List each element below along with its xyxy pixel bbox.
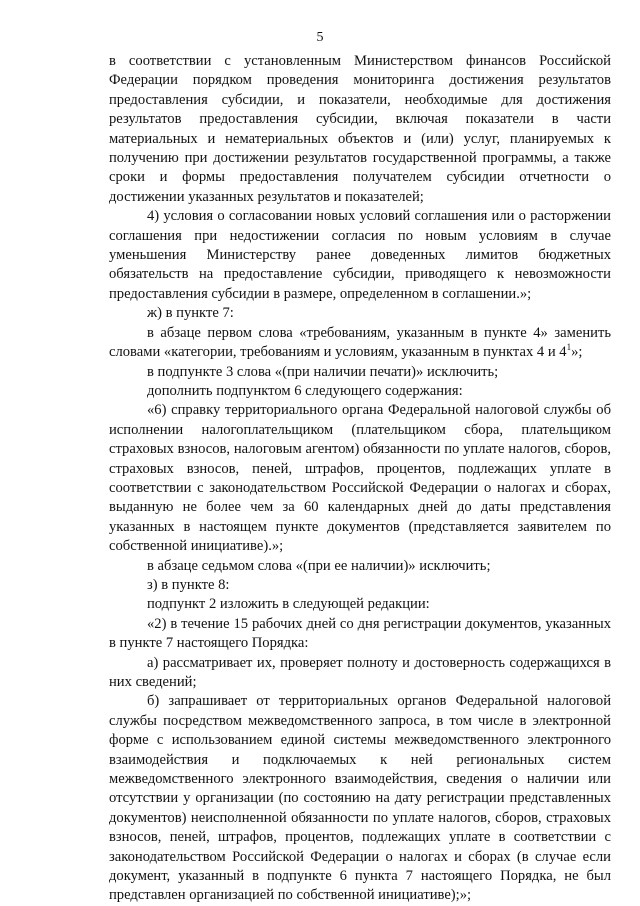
paragraph-10: подпункт 2 изложить в следующей редакции:	[147, 596, 430, 613]
paragraph-4-text: в абзаце первом слова «требованиям, указанным в пункте 4» заменить словами «категории, требованиям и условиям, указанным в пунктах 4 и 4	[109, 324, 611, 361]
page-number: 5	[316, 30, 324, 45]
paragraph-4-tail: »;	[571, 344, 583, 361]
document-body	[109, 52, 611, 906]
paragraph-6: дополнить подпунктом 6 следующего содержания:	[147, 382, 463, 399]
paragraph-8: в абзаце седьмом слова «(при ее наличии)» исключить;	[147, 557, 491, 574]
paragraph-12: а) рассматривает их, проверяет полноту и достоверность содержащихся в них сведений;	[109, 654, 611, 690]
paragraph-13: б) запрашивает от территориальных органов Федеральной налоговой службы посредством межведомственного запроса, в том числе в электронной форме с использованием единой системы межведомственного электронного взаимодействия и подключаемых к ней региональных систем межведомственного электронного взаимодействия, сведения о наличии или отсутствии у организации (по состоянию на дату регистрации представленных документов) неисполненной обязанности по уплате налогов, сборов, страховых взносов, пеней, штрафов, процентов, подлежащих уплате в соответствии с законодательством Российской Федерации о налогах и сборах (в случае если документ, указанный в подпункте 6 пункта 7 настоящего Порядка, не был представлен организацией по собственной инициативе);»;	[109, 693, 611, 904]
paragraph-4	[109, 324, 611, 363]
paragraph-1: в соответствии с установленным Министерством финансов Российской Федерации порядком проведения мониторинга достижения результатов предоставления субсидии, и показатели, необходимые для достижения результатов предоставления субсидии, включая показатели в части материальных и нематериальных объектов и (или) услуг, планируемых к получению при достижении результатов государственной программы, а также сроки и формы предоставления получателем субсидии отчетности о достижении указанных результатов и показателей;	[109, 53, 611, 205]
paragraph-11: «2) в течение 15 рабочих дней со дня регистрации документов, указанных в пункте 7 настоящего Порядка:	[109, 615, 611, 652]
paragraph-4-superscript: 1	[566, 342, 572, 353]
paragraph-2: 4) условия о согласовании новых условий соглашения или о расторжении соглашения при недостижении согласия по новым условиям в случае уменьшения Министерству ранее доведенных лимитов бюджетных обязательств на предоставление субсидии, приводящего к невозможности предоставления субсидии в размере, определенном в соглашении.»;	[109, 208, 611, 302]
paragraph-3: ж) в пункте 7:	[147, 305, 234, 322]
paragraph-9: з) в пункте 8:	[147, 576, 230, 593]
paragraph-7: «6) справку территориального органа Федеральной налоговой службы об исполнении налогоплательщиком (плательщиком сбора, плательщиком страховых взносов, налоговым агентом) обязанности по уплате налогов, сборов, страховых взносов, пеней, штрафов, процентов, подлежащих уплате в соответствии с законодательством Российской Федерации о налогах и сборах, выданную не более чем за 60 календарных дней до даты представления указанных в настоящем пункте документов (представляется заявителем по собственной инициативе).»;	[109, 402, 611, 555]
paragraph-5: в подпункте 3 слова «(при наличии печати)» исключить;	[147, 363, 499, 380]
